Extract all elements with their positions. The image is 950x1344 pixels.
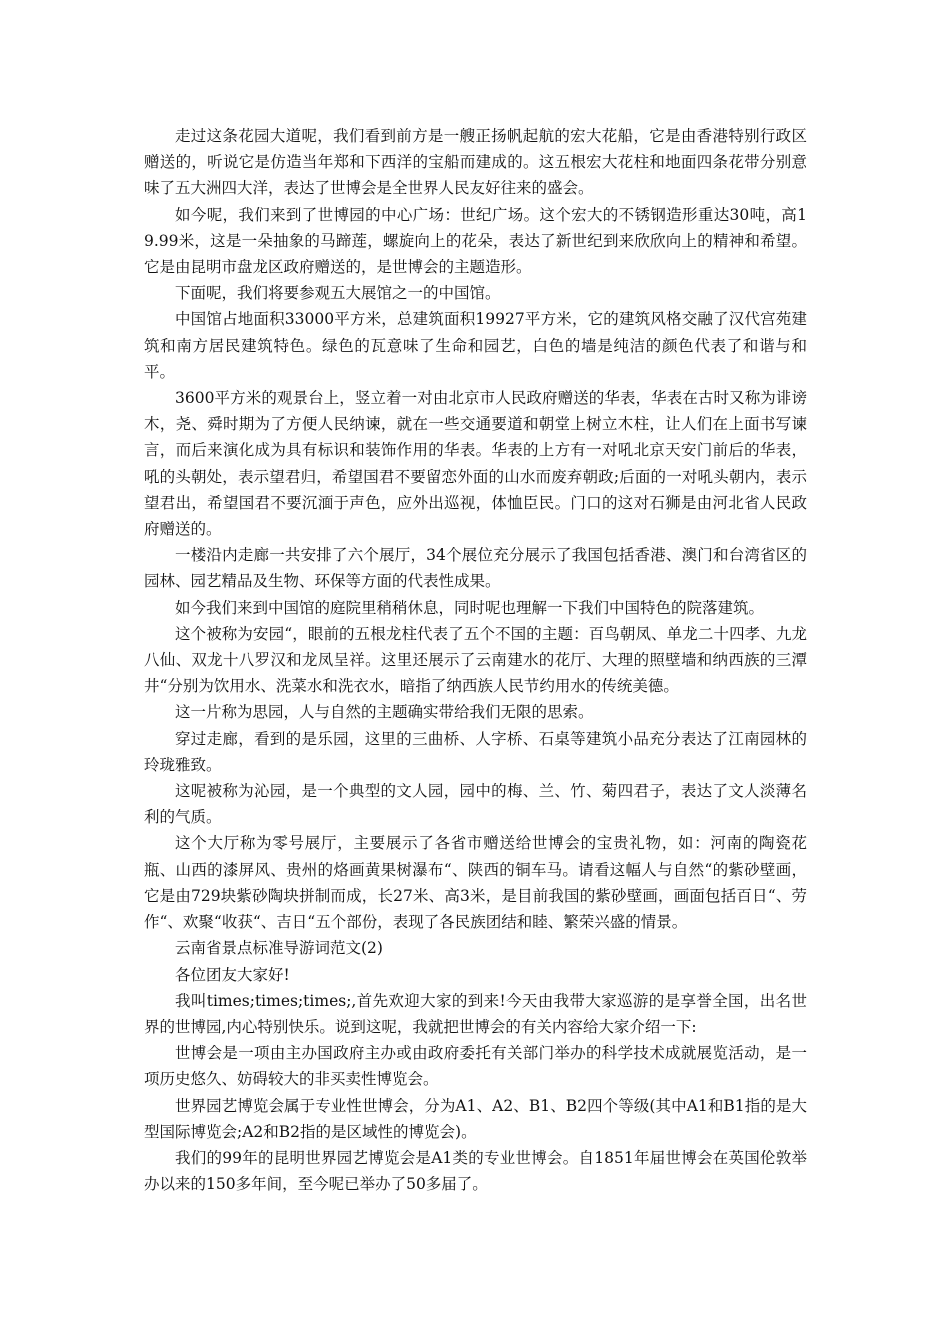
paragraph-china-pavilion-area: 中国馆占地面积33000平方米，总建筑面积19927平方米，它的建筑风格交融了汉代宫苑建筑和南方居民建筑特色。绿色的瓦意味了生命和园艺，白色的墙是纯洁的颜色代表了和谐与和平。: [144, 310, 807, 381]
paragraph-century-plaza: 如今呢，我们来到了世博园的中心广场：世纪广场。这个宏大的不锈钢造形重达30吨，高19.99米，这是一朵抽象的马蹄莲，螺旋向上的花朵，表达了新世纪到来欣欣向上的精神和希望。它是由昆明市盘龙区政府赠送的，是世博会的主题造形。: [144, 205, 807, 277]
paragraph-si-garden: 这一片称为思园，人与自然的主题确实带给我们无限的思索。: [175, 703, 594, 722]
paragraph-qin-garden: 这呢被称为沁园，是一个典型的文人园，园中的梅、兰、竹、菊四君子，表达了文人淡薄名利的气质。: [144, 782, 807, 827]
paragraph-greeting: 各位团友大家好!: [175, 965, 290, 984]
paragraph-courtyard: 如今我们来到中国馆的庭院里稍稍休息，同时呢也理解一下我们中国特色的院落建筑。: [175, 598, 765, 617]
paragraph-exhibition-halls: 一楼沿内走廊一共安排了六个展厅，34个展位充分展示了我国包括香港、澳门和台湾省区的园林、园艺精品及生物、环保等方面的代表性成果。: [144, 546, 807, 591]
paragraph-le-garden: 穿过走廊，看到的是乐园，这里的三曲桥、人字桥、石桌等建筑小品充分表达了江南园林的玲珑雅致。: [144, 729, 807, 774]
paragraph-kunming-expo: 我们的99年的昆明世界园艺博览会是A1类的专业世博会。自1851年届世博会在英国伦敦举办以来的150多年间，至今呢已举办了50多届了。: [144, 1148, 807, 1194]
document-body: [144, 123, 807, 1197]
paragraph-expo-definition: 世博会是一项由主办国政府主办或由政府委托有关部门举办的科学技术成就展览活动，是一项历史悠久、妨碍较大的非买卖性博览会。: [144, 1044, 807, 1089]
paragraph-zero-hall: 这个大厅称为零号展厅，主要展示了各省市赠送给世博会的宝贵礼物，如：河南的陶瓷花瓶、山西的漆屏风、贵州的烙画黄果树瀑布“、陕西的铜车马。请看这幅人与自然“的紫砂壁画，它是由729块紫砂陶块拼制而成，长27米、高3米，是目前我国的紫砂壁画，画面包括百日“、劳作“、欢聚“收获“、吉日“五个部份，表现了各民族团结和睦、繁荣兴盛的情景。: [144, 834, 807, 932]
paragraph-garden-avenue: 走过这条花园大道呢，我们看到前方是一艘正扬帆起航的宏大花船，它是由香港特别行政区赠送的，听说它是仿造当年郑和下西洋的宝船而建成的。这五根宏大花柱和地面四条花带分别意味了五大洲四大洋，表达了世博会是全世界人民友好往来的盛会。: [144, 127, 807, 198]
section-heading: 云南省景点标准导游词范文(2): [175, 939, 383, 958]
paragraph-expo-levels: 世界园艺博览会属于专业性世博会，分为A1、A2、B1、B2四个等级(其中A1和B1指的是大型国际博览会;A2和B2指的是区域性的博览会)。: [144, 1096, 807, 1141]
paragraph-huabiao: 3600平方米的观景台上，竖立着一对由北京市人民政府赠送的华表，华表在古时又称为诽谤木，尧、舜时期为了方便人民纳谏，就在一些交通要道和朝堂上树立木柱，让人们在上面书写谏言，而后来演化成为具有标识和装饰作用的华表。华表的上方有一对吼北京天安门前后的华表，吼的头朝处，表示望君归，希望国君不要留恋外面的山水而废弃朝政;后面的一对吼头朝内，表示望君出，希望国君不要沉湎于声色，应外出巡视，体恤臣民。门口的这对石狮是由河北省人民政府赠送的。: [144, 389, 807, 539]
paragraph-welcome: 我叫times;times;times;,首先欢迎大家的到来!今天由我带大家巡游的是享誉全国，出名世界的世博园,内心特别快乐。说到这呢，我就把世博会的有关内容给大家介绍一下:: [144, 991, 807, 1036]
paragraph-china-pavilion-intro: 下面呢，我们将要参观五大展馆之一的中国馆。: [175, 284, 501, 303]
paragraph-an-garden: 这个被称为安园“，眼前的五根龙柱代表了五个不国的主题：百鸟朝凤、单龙二十四孝、九龙八仙、双龙十八罗汉和龙凤呈祥。这里还展示了云南建水的花厅、大理的照壁墙和纳西族的三潭井“分别为饮用水、洗菜水和洗衣水，暗指了纳西族人民节约用水的传统美德。: [144, 624, 807, 696]
